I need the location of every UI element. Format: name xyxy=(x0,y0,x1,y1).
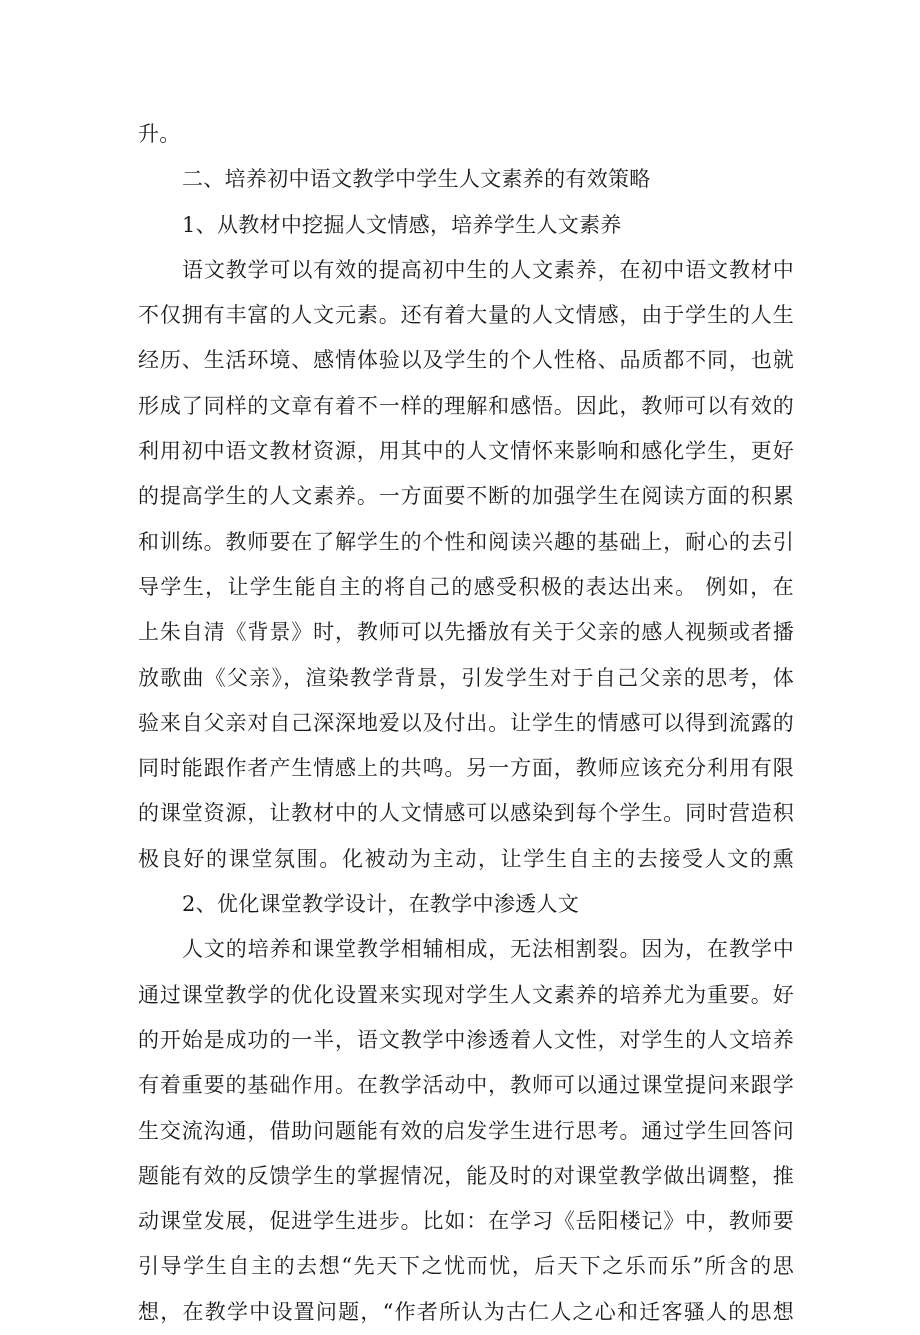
text-line: 人文的培养和课堂教学相辅相成，无法相割裂。因为，在教学中 xyxy=(182,937,794,962)
text-line: 不仅拥有丰富的人文元素。还有着大量的人文情感，由于学生的人生 xyxy=(138,303,794,328)
text-line: 1、从教材中挖掘人文情感，培养学生人文素养 xyxy=(182,212,622,237)
body-text xyxy=(138,112,794,1335)
text-line: 经历、生活环境、感情体验以及学生的个人性格、品质都不同，也就 xyxy=(138,348,794,373)
text-line: 上朱自清《背景》时，教师可以先播放有关于父亲的感人视频或者播 xyxy=(138,620,794,645)
text-line: 题能有效的反馈学生的掌握情况，能及时的对课堂教学做出调整，推 xyxy=(138,1163,794,1188)
text-line: 语文教学可以有效的提高初中生的人文素养，在初中语文教材中 xyxy=(182,257,794,282)
text-line: 导学生，让学生能自主的将自己的感受积极的表达出来。 例如，在 xyxy=(138,574,794,599)
text-line: 的开始是成功的一半，语文教学中渗透着人文性，对学生的人文培养 xyxy=(138,1027,794,1052)
text-line: 生交流沟通，借助问题能有效的启发学生进行思考。通过学生回答问 xyxy=(138,1118,794,1143)
text-line: 极良好的课堂氛围。化被动为主动，让学生自主的去接受人文的熏 xyxy=(138,846,794,871)
text-line: 引导学生自主的去想“先天下之忧而忧，后天下之乐而乐”所含的思 xyxy=(138,1254,794,1279)
text-line: 2、优化课堂教学设计，在教学中渗透人文 xyxy=(182,892,580,917)
text-line: 的课堂资源，让教材中的人文情感可以感染到每个学生。同时营造积 xyxy=(138,801,794,826)
text-line: 有着重要的基础作用。在教学活动中，教师可以通过课堂提问来跟学 xyxy=(138,1073,794,1098)
text-line: 动课堂发展，促进学生进步。比如：在学习《岳阳楼记》中，教师要 xyxy=(138,1209,794,1234)
text-line: 二、培养初中语文教学中学生人文素养的有效策略 xyxy=(182,167,651,192)
text-line: 通过课堂教学的优化设置来实现对学生人文素养的培养尤为重要。好 xyxy=(138,982,794,1007)
text-line: 验来自父亲对自己深深地爱以及付出。让学生的情感可以得到流露的 xyxy=(138,710,794,735)
text-line: 升。 xyxy=(138,122,181,146)
text-line: 的提高学生的人文素养。一方面要不断的加强学生在阅读方面的积累 xyxy=(138,484,794,509)
text-line: 形成了同样的文章有着不一样的理解和感悟。因此，教师可以有效的 xyxy=(138,393,794,418)
text-line: 想，在教学中设置问题，“作者所认为古仁人之心和迁客骚人的思想 xyxy=(138,1299,794,1324)
text-line: 和训练。教师要在了解学生的个性和阅读兴趣的基础上，耐心的去引 xyxy=(138,529,794,554)
text-line: 利用初中语文教材资源，用其中的人文情怀来影响和感化学生，更好 xyxy=(138,439,794,464)
text-line: 同时能跟作者产生情感上的共鸣。另一方面，教师应该充分利用有限 xyxy=(138,756,794,781)
text-line: 放歌曲《父亲》，渲染教学背景，引发学生对于自己父亲的思考，体 xyxy=(138,665,794,690)
